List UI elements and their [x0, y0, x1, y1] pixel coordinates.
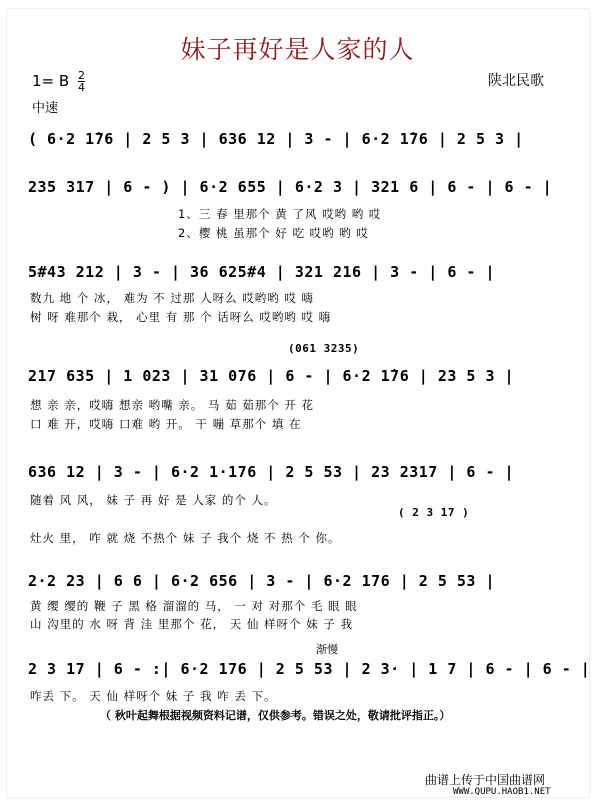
score-row-3: 5#43 212 | 3 - | 36 625#4 | 321 216 | 3 - | 6 - |: [28, 263, 496, 281]
lyric-v1-row-5: 随着 风 风， 妹 子 再 好 是 人家 的个 人。: [30, 493, 277, 507]
score-row-5-alt: ( 2 3 17 ): [398, 506, 470, 519]
time-signature-top: 2: [77, 69, 85, 82]
lyric-v2-row-5: 灶火 里， 咋 就 烧 不热个 妹 子 我个 烧 不 热 个 你。: [30, 531, 341, 545]
time-signature-bottom: 4: [77, 81, 85, 94]
footer-site-name: 曲谱上传于中国曲谱网: [425, 773, 546, 787]
score-row-6: 2·2 23 | 6 6 | 6·2 656 | 3 - | 6·2 176 | 2 5 53 |: [28, 572, 496, 590]
lyric-v1-row-7: 咋丢 下。 天 仙 样呀个 妹 子 我 咋 丢 下。: [30, 689, 277, 703]
lyric-v1-row-2: 1、三 春 里那个 黄 了风 哎哟 哟 哎: [178, 207, 382, 221]
score-row-7: 2 3 17 | 6 - :| 6·2 176 | 2 5 53 | 2 3· | 1 7 | 6 - | 6 - |: [28, 660, 591, 678]
tempo-marking: 中速: [32, 101, 59, 116]
key-label: 1= B: [32, 72, 70, 90]
song-title: 妹子再好是人家的人: [180, 35, 415, 64]
footer-url: WWW.QUPU.HAOB1.NET: [453, 787, 551, 797]
score-row-5: 636 12 | 3 - | 6·2 1·176 | 2 5 53 | 23 2317 | 6 - |: [28, 463, 515, 481]
time-signature: [78, 70, 85, 93]
lyric-v2-row-6: 山 沟里的 水 呀 背 洼 里那个 花， 天 仙 样呀个 妹 子 我: [30, 617, 354, 631]
key-signature: [32, 70, 85, 93]
score-row-2: 235 317 | 6 - ) | 6·2 655 | 6·2 3 | 321 6 | 6 - | 6 - |: [28, 178, 553, 196]
lyric-v1-row-4: 想 亲 亲，哎嗨 想亲 哟嘴 亲。 马 茹 茹那个 开 花: [30, 398, 315, 412]
lyric-v2-row-3: 树 呀 难那个 栽， 心里 有 那 个 话呀么 哎哟哟 哎 嗨: [30, 310, 332, 324]
lyric-v2-row-4: 口 难 开，哎嗨 口难 哟 开。 干 嘣 草那个 填 在: [30, 417, 302, 431]
score-row-4-intro: (061 3235): [288, 342, 360, 355]
score-row-4: 217 635 | 1 023 | 31 076 | 6 - | 6·2 1̇76 | 23 5 3 |: [28, 367, 515, 385]
lyric-v1-row-6: 黄 缨 缨的 鞭 子 黑 格 溜溜的 马， 一 对 对那个 毛 眼 眼: [30, 599, 358, 613]
tempo-change-mark: 渐慢: [316, 643, 338, 656]
song-origin: 陕北民歌: [488, 73, 544, 89]
lyric-v1-row-3: 数九 地 个 冰， 难为 不 过那 人呀么 哎哟哟 哎 嗨: [30, 291, 315, 305]
transcription-note: （ 秋叶起舞根据视频资料记谱，仅供参考。错误之处，敬请批评指正。）: [100, 709, 451, 722]
lyric-v2-row-2: 2、樱 桃 虽那个 好 吃 哎哟 哟 哎: [178, 226, 369, 240]
score-row-1: ( 6·2 1̇76 | 2 5 3 | 636 12 | 3 - | 6·2 1̇76 | 2 5 3 |: [28, 130, 524, 148]
